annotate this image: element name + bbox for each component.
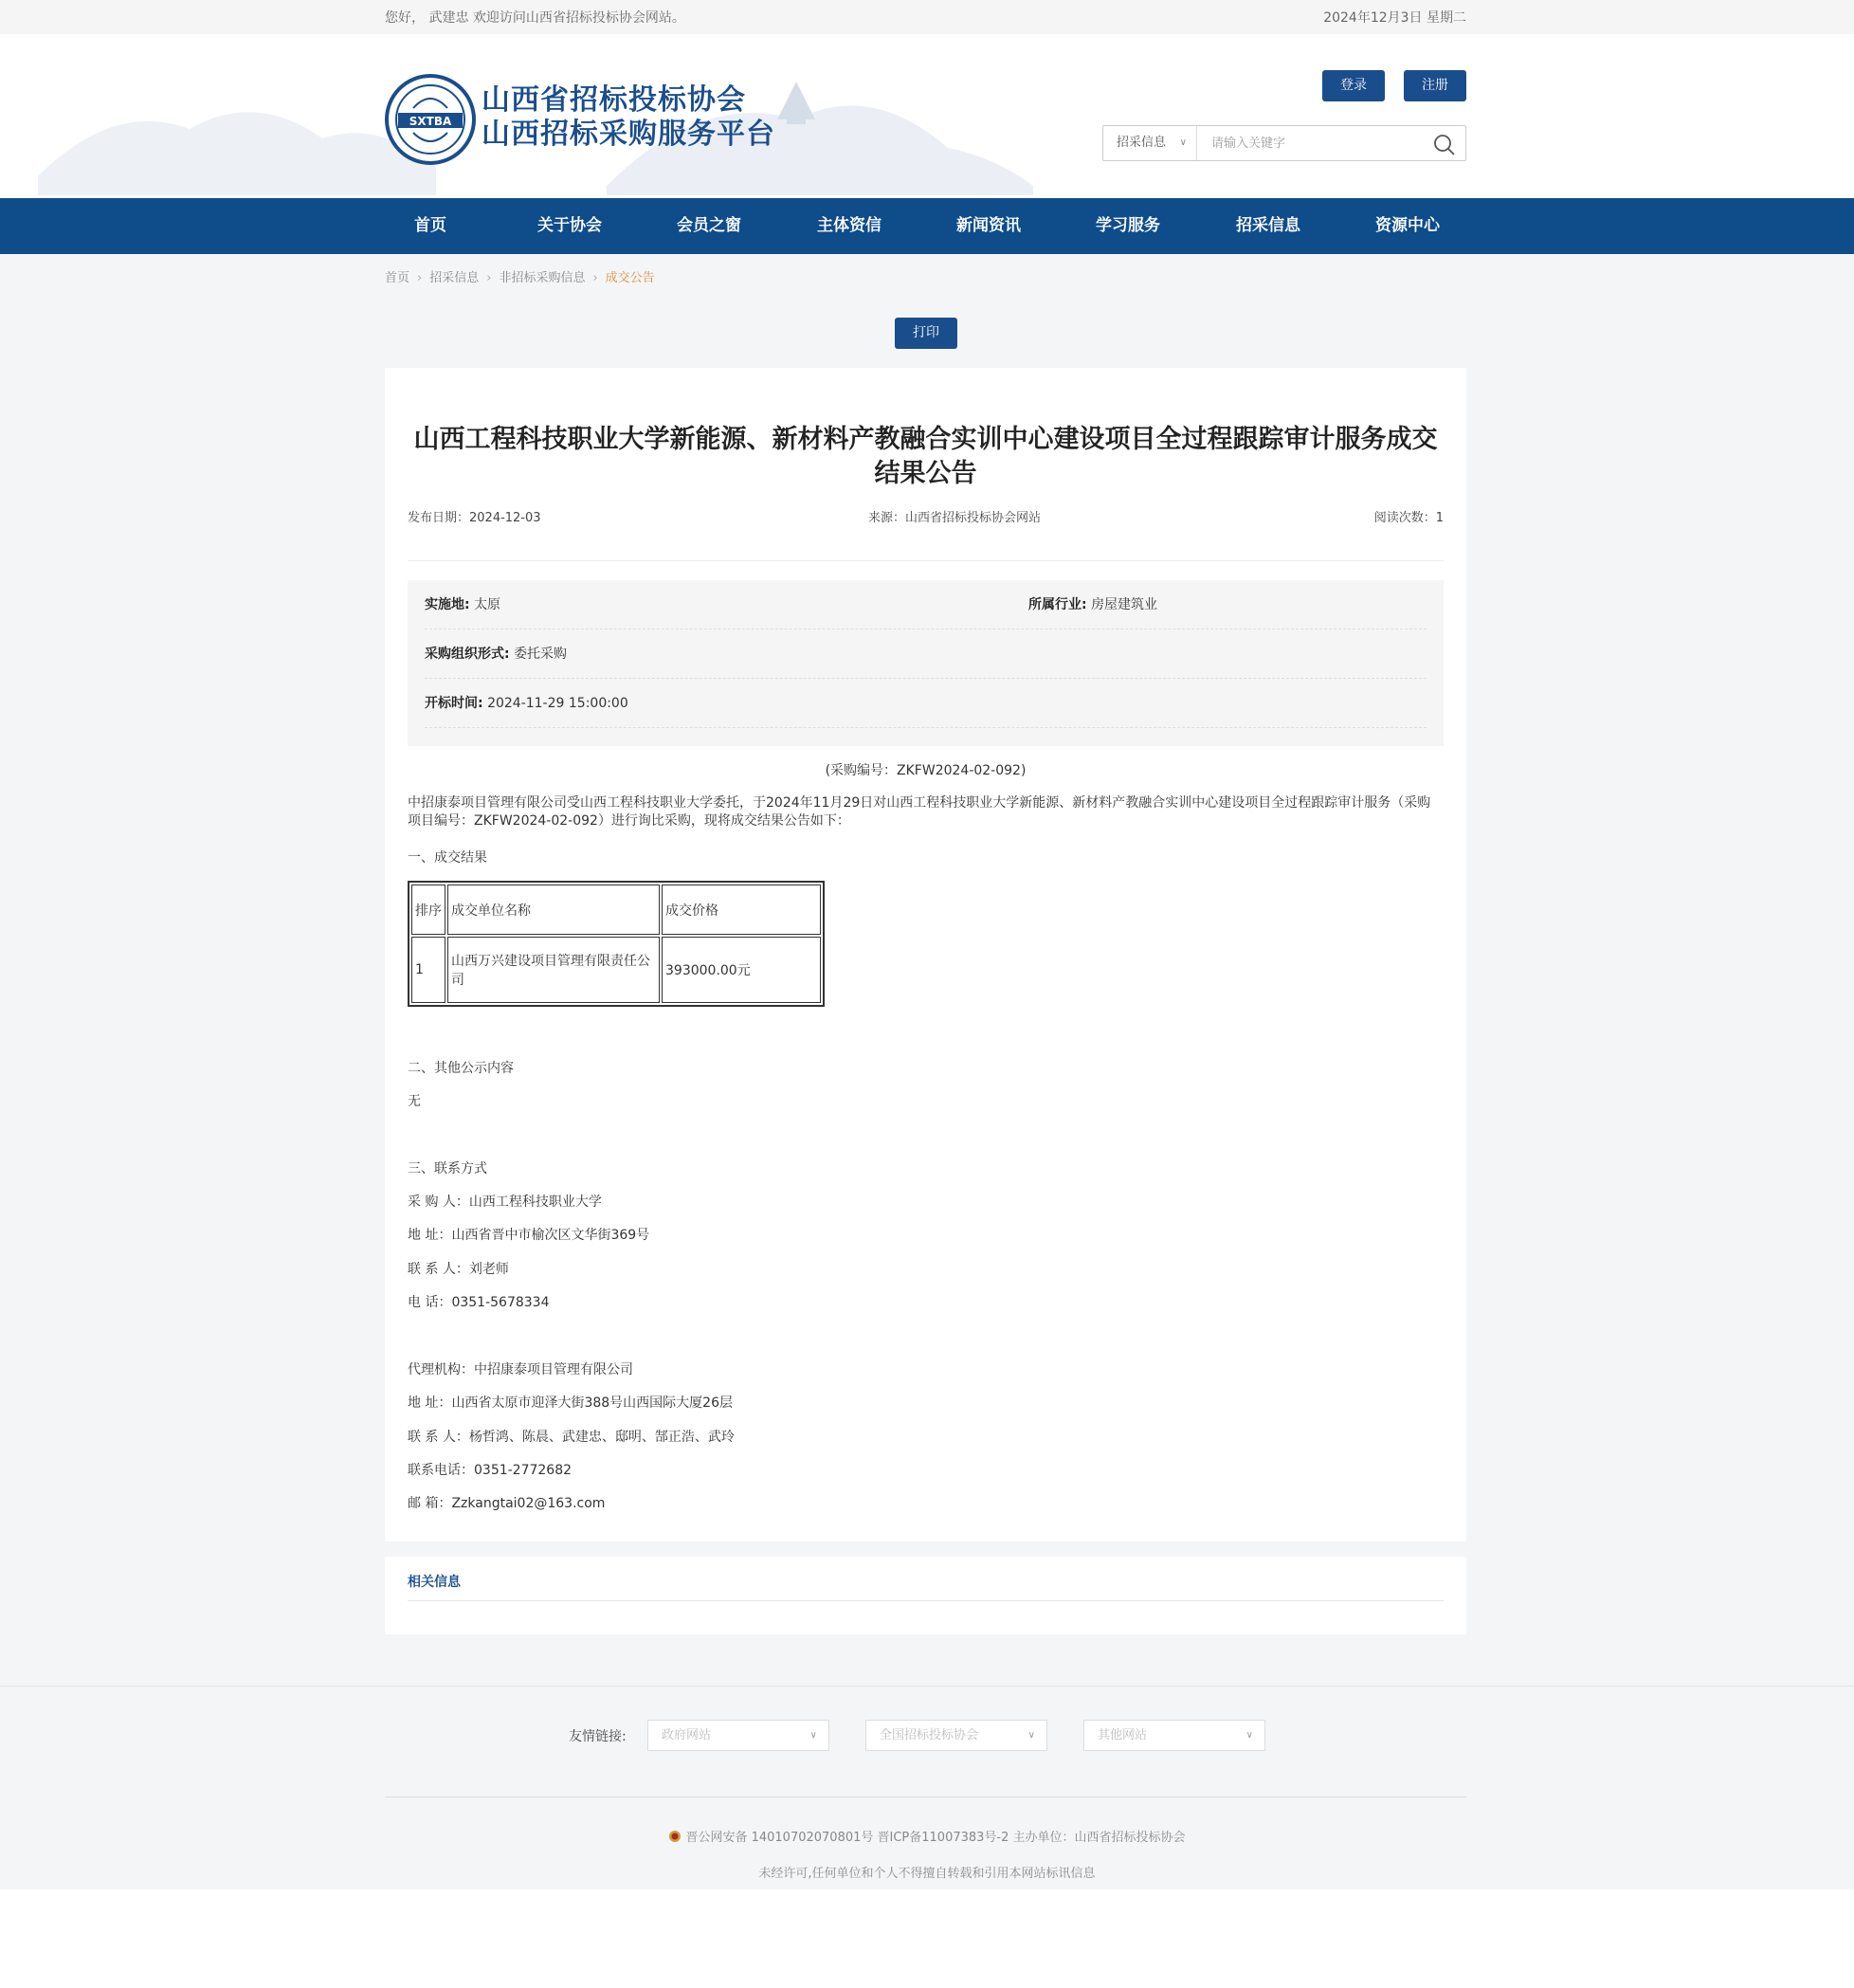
friend-link-select-other[interactable] [1083,1720,1265,1751]
agency-line: 联系电话：0351-2772682 [408,1463,573,1478]
info-row [425,580,1427,629]
table-header-cell: 排序 [411,885,445,935]
related-title: 相关信息 [408,1575,461,1590]
svg-text:SXTBA: SXTBA [409,115,452,128]
select-label: 全国招标投标协会 [880,1728,979,1742]
login-button[interactable]: 登录 [1322,70,1385,101]
industry-field [1028,580,1157,629]
logo-seal-icon [385,74,476,165]
select-label: 政府网站 [662,1728,712,1742]
article-title: 山西工程科技职业大学新能源、新材料产教融合实训中心建设项目全过程跟踪审计服务成交结果公告 [413,425,1438,488]
nav-item-resources[interactable]: 资源中心 [1375,216,1440,235]
logo-subtitle: 山西招标采购服务平台 [482,118,775,151]
table-cell: 393000.00元 [662,937,821,1003]
industry-value: 房屋建筑业 [1091,597,1158,612]
friend-link-select-national[interactable] [865,1720,1047,1751]
chevron-right-icon: › [417,271,423,285]
intro-paragraph: 中招康泰项目管理有限公司受山西工程科技职业大学委托，于2024年11月29日对山西工程科技职业大学新能源、新材料产教融合实训中心建设项目全过程跟踪审计服务（采购项目编号：ZKFW2024-02-092）进行询比采购，现将成交结果公告如下： [408,795,1431,829]
nav-item-learning[interactable]: 学习服务 [1096,216,1160,235]
industry-label: 所属行业: [1028,597,1087,612]
open-time-label: 开标时间: [425,696,483,711]
breadcrumb [385,267,655,285]
breadcrumb-home[interactable]: 首页 [385,271,410,285]
police-badge-icon [668,1830,682,1843]
nav-item-procurement[interactable]: 招采信息 [1236,216,1300,235]
footer-record-text[interactable]: 晋公网安备 14010702070801号 晋ICP备11007383号-2 主办单位：山西省招标投标协会 [685,1831,1186,1845]
table-cell: 1 [411,937,445,1003]
friend-link-select-gov[interactable] [647,1720,829,1751]
top-bar [0,0,1854,34]
article-source: 来源：山西省招标投标协会网站 [868,511,1042,525]
chevron-down-icon: ∨ [809,1730,817,1741]
open-time-value: 2024-11-29 15:00:00 [487,696,628,711]
search-icon[interactable] [1433,134,1456,156]
table-header-cell: 成交单位名称 [447,885,660,935]
nav-item-credit[interactable]: 主体资信 [817,216,882,235]
footer-copyright: 未经许可,任何单位和个人不得擅自转载和引用本网站标讯信息 [758,1867,1096,1881]
article-card [385,368,1466,1541]
friend-links-label: 友情链接: [569,1729,627,1744]
select-label: 其他网站 [1098,1728,1148,1742]
chevron-down-icon: ∨ [1027,1730,1035,1741]
search-category-select[interactable] [1103,126,1197,160]
agency-line: 代理机构：中招康泰项目管理有限公司 [408,1362,633,1377]
agency-line: 联 系 人：杨哲鸿、陈晨、武建忠、邸明、郜正浩、武玲 [408,1430,735,1445]
agency-line: 邮 箱：Zzkangtai02@163.com [408,1496,606,1511]
location-value: 太原 [474,597,501,612]
section-heading: 二、其他公示内容 [408,1061,514,1076]
chevron-down-icon: ∨ [1179,137,1187,148]
date-text: 2024年12月3日 星期二 [1323,10,1466,26]
related-info [385,1557,1466,1634]
main-nav [0,198,1854,254]
breadcrumb-non-tender[interactable]: 非招标采购信息 [499,271,586,285]
nav-item-about[interactable]: 关于协会 [537,216,602,235]
logo-title: 山西省招标投标协会 [482,83,746,117]
read-count: 阅读次数：1 [1373,511,1444,525]
chevron-right-icon: › [592,271,598,285]
contact-line: 采 购 人：山西工程科技职业大学 [408,1195,602,1210]
info-row [425,629,1427,679]
result-table [408,881,825,1007]
divider [408,560,1444,561]
contact-line: 联 系 人：刘老师 [408,1262,509,1277]
table-row [411,937,821,1003]
info-row [425,679,1427,728]
info-panel [408,580,1444,746]
chevron-right-icon: › [486,271,492,285]
search-category-label: 招采信息 [1117,136,1167,150]
header [0,34,1854,198]
contact-line: 地 址：山西省晋中市榆次区文华街369号 [408,1228,650,1243]
contact-line: 电 话：0351-5678334 [408,1295,550,1310]
divider [385,1796,1466,1797]
breadcrumb-current: 成交公告 [605,271,655,285]
nav-item-news[interactable]: 新闻资讯 [956,216,1021,235]
table-cell: 山西万兴建设项目管理有限责任公司 [447,937,660,1003]
agency-line: 地 址：山西省太原市迎泽大街388号山西国际大厦26层 [408,1395,733,1411]
site-logo[interactable] [385,74,775,169]
breadcrumb-procurement[interactable]: 招采信息 [429,271,480,285]
greeting-text: 您好， 武建忠 欢迎访问山西省招标投标协会网站。 [385,10,685,26]
chevron-down-icon: ∨ [1245,1730,1253,1741]
section-content: 无 [408,1094,421,1109]
print-button[interactable]: 打印 [895,318,957,349]
org-form-value: 委托采购 [514,647,568,662]
nav-item-members[interactable]: 会员之窗 [677,216,741,235]
search-box [1102,125,1466,161]
table-header-row [411,885,821,935]
search-input[interactable] [1198,126,1426,160]
divider [408,1600,1444,1601]
procurement-code: (采购编号：ZKFW2024-02-092) [825,763,1027,778]
section-heading: 一、成交结果 [408,850,487,866]
footer-record [0,1827,1854,1845]
divider [0,1686,1854,1687]
publish-date: 发布日期：2024-12-03 [408,511,541,525]
org-form-label: 采购组织形式: [425,647,510,662]
nav-item-home[interactable]: 首页 [414,216,446,235]
table-header-cell: 成交价格 [662,885,821,935]
register-button[interactable]: 注册 [1404,70,1466,101]
section-heading: 三、联系方式 [408,1161,487,1176]
location-label: 实施地: [425,597,470,612]
